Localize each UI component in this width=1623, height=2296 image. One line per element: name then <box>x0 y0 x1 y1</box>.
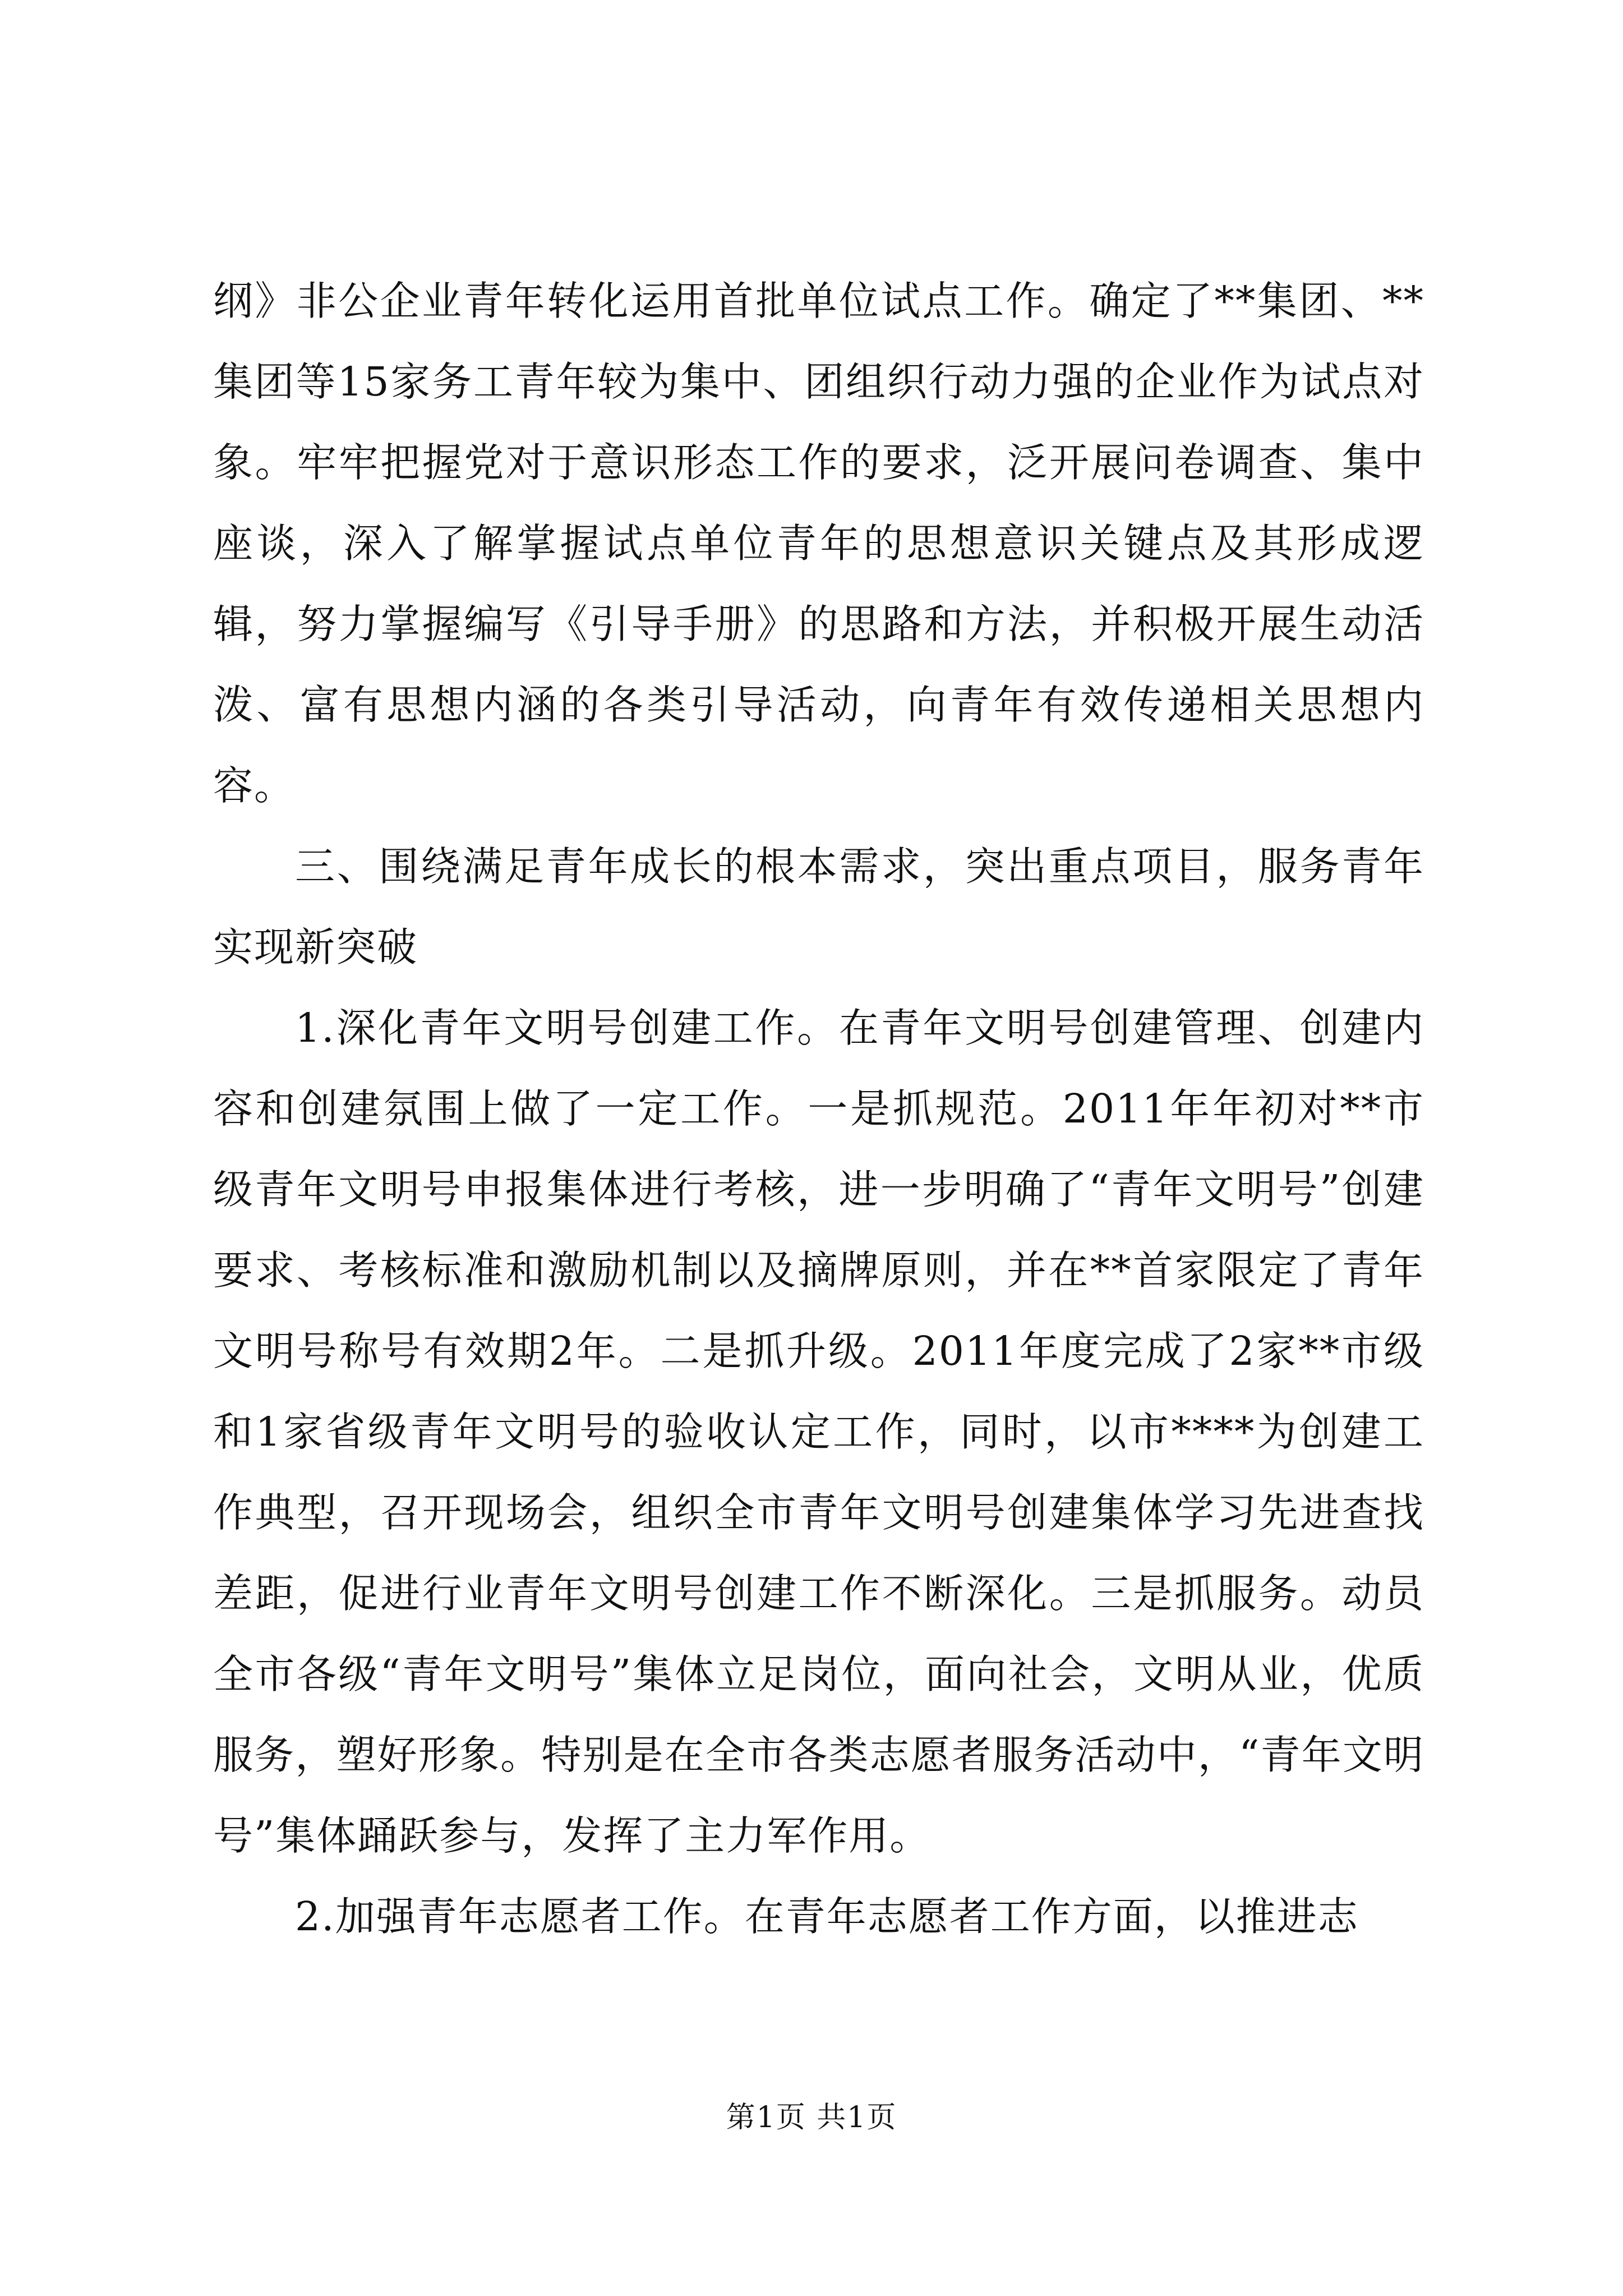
body-text <box>213 261 1424 1957</box>
section-heading: 三、围绕满足青年成长的根本需求，突出重点项目，服务青年实现新突破 <box>213 843 1424 970</box>
page-footer: 第1页 共1页 <box>726 2101 897 2134</box>
paragraph-continued: 纲》非公企业青年转化运用首批单位试点工作。确定了**集团、**集团等15家务工青年较为集中、团组织行动力强的企业作为试点对象。牢牢把握党对于意识形态工作的要求，泛开展问卷调查、集中座谈，深入了解掌握试点单位青年的思想意识关键点及其形成逻辑，努力掌握编写《引导手册》的思路和方法，并积极开展生动活泼、富有思想内涵的各类引导活动，向青年有效传递相关思想内容。 <box>213 278 1424 809</box>
paragraph-item-2: 2.加强青年志愿者工作。在青年志愿者工作方面，以推进志 <box>295 1893 1359 1940</box>
paragraph-item-1: 1.深化青年文明号创建工作。在青年文明号创建管理、创建内容和创建氛围上做了一定工作。一是抓规范。2011年年初对**市级青年文明号申报集体进行考核，进一步明确了“青年文明号”创建要求、考核标准和激励机制以及摘牌原则，并在**首家限定了青年文明号称号有效期2年。二是抓升级。2011年度完成了2家**市级和1家省级青年文明号的验收认定工作，同时，以市****为创建工作典型，召开现场会，组织全市青年文明号创建集体学习先进查找差距，促进行业青年文明号创建工作不断深化。三是抓服务。动员全市各级“青年文明号”集体立足岗位，面向社会，文明从业，优质服务，塑好形象。特别是在全市各类志愿者服务活动中，“青年文明号”集体踊跃参与，发挥了主力军作用。 <box>213 1005 1424 1859</box>
